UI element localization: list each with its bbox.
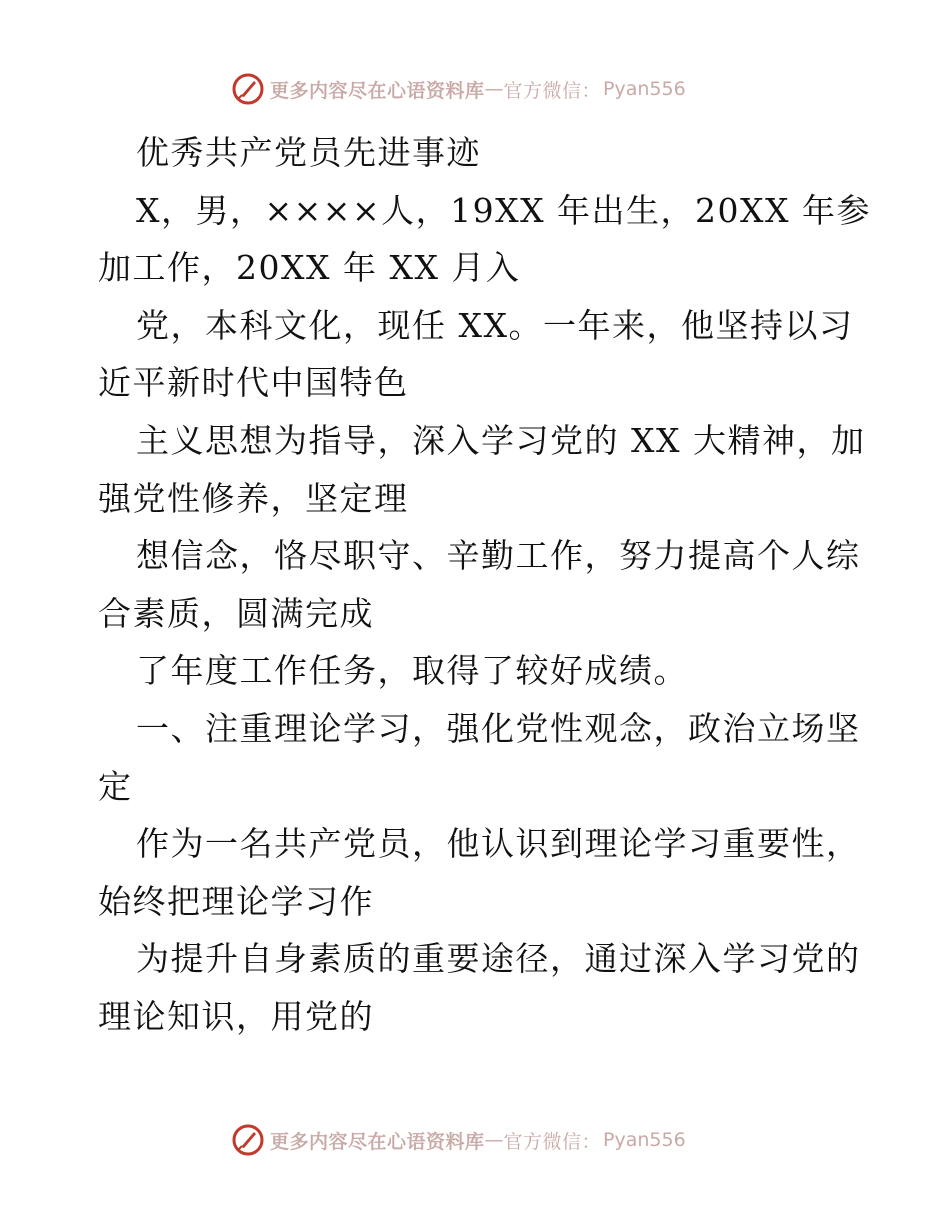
section-heading-continued: 定 [98, 766, 133, 806]
banner-title: 更多内容尽在心语资料库 [270, 1130, 485, 1153]
banner-wechat-id: Pyan556 [603, 78, 686, 100]
banner-separator: — [484, 78, 504, 100]
banner-wechat-id: Pyan556 [603, 1129, 686, 1151]
section-heading: 一、注重理论学习，强化党性观念，政治立场坚 [136, 708, 861, 748]
document-title: 优秀共产党员先进事迹 [136, 133, 481, 172]
text-line: 近平新时代中国特色 [98, 363, 409, 403]
text-line: 强党性修养，坚定理 [98, 478, 409, 518]
banner-wechat-label: 官方微信： [503, 79, 602, 102]
text-line: 党，本科文化，现任 XX。一年来，他坚持以习 [136, 305, 854, 345]
banner-separator: — [484, 1129, 504, 1151]
text-line: 为提升自身素质的重要途径，通过深入学习党的 [136, 939, 861, 979]
banner-wechat-label: 官方微信： [503, 1130, 602, 1153]
quill-logo-icon [232, 1124, 264, 1156]
text-line: 合素质，圆满完成 [98, 593, 374, 633]
banner-title: 更多内容尽在心语资料库 [270, 79, 485, 102]
text-line: 主义思想为指导，深入学习党的 XX 大精神，加 [136, 420, 866, 460]
text-line: 始终把理论学习作 [98, 881, 374, 921]
text-line: 作为一名共产党员，他认识到理论学习重要性， [136, 824, 861, 864]
header-banner [232, 72, 732, 106]
text-line: X，男，××××人，19XX 年出生，20XX 年参 [136, 190, 872, 230]
text-line: 理论知识，用党的 [98, 996, 374, 1036]
text-line: 加工作，20XX 年 XX 月入 [98, 248, 521, 288]
footer-banner [232, 1123, 732, 1157]
quill-logo-icon [232, 73, 264, 105]
text-line: 想信念，恪尽职守、辛勤工作，努力提高个人综 [136, 536, 861, 576]
text-line: 了年度工作任务，取得了较好成绩。 [136, 651, 688, 691]
document-body [98, 124, 872, 1046]
